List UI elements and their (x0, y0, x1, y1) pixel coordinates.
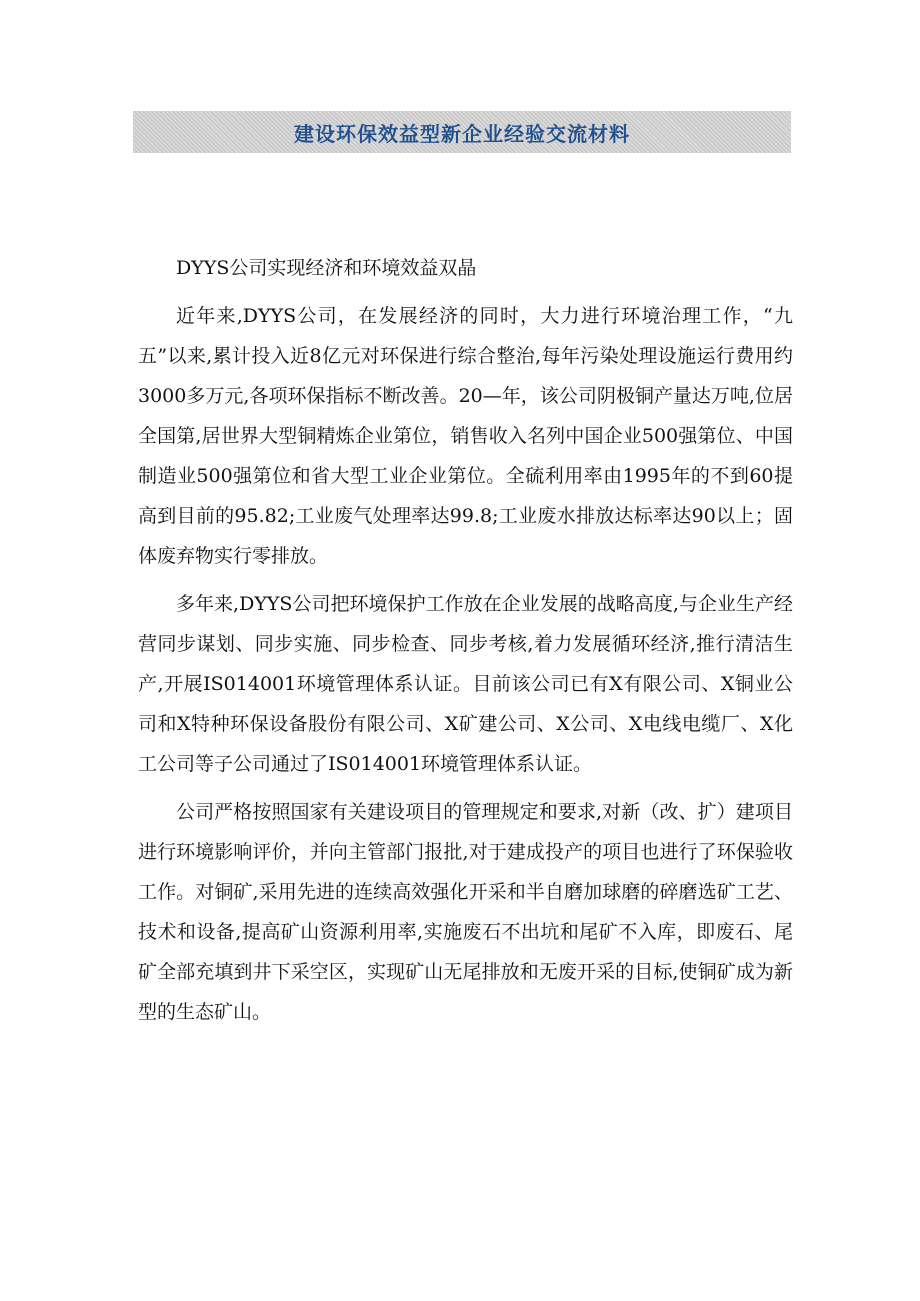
paragraph: 多年来,DYYS公司把环境保护工作放在企业发展的战略高度,与企业生产经营同步谋划、同步实施、同步检查、同步考核,着力发展循环经济,推行清洁生产,开展IS014001环境管理体系认证。目前该公司已有X有限公司、X铜业公司和X特种环保设备股份有限公司、X矿建公司、X公司、X电线电缆厂、X化工公司等子公司通过了IS014001环境管理体系认证。 (138, 593, 793, 775)
document-body (138, 248, 793, 1032)
paragraph: 公司严格按照国家有关建设项目的管理规定和要求,对新（改、扩）建项目进行环境影响评价，并向主管部门报批,对于建成投产的项目也进行了环保验收工作。对铜矿,采用先进的连续高效强化开采和半自磨加球磨的碎磨选矿工艺、技术和设备,提高矿山资源利用率,实施废石不出坑和尾矿不入库，即废石、尾矿全部充填到井下采空区，实现矿山无尾排放和无废开采的目标,使铜矿成为新型的生态矿山。 (138, 801, 793, 1023)
title-banner (133, 111, 791, 153)
document-title: 建设环保效益型新企业经验交流材料 (294, 121, 630, 146)
paragraph-subheading: DYYS公司实现经济和环境效益双晶 (176, 257, 477, 279)
paragraph: 近年来,DYYS公司，在发展经济的同时，大力进行环境治理工作，“九五”以来,累计投入近8亿元对环保进行综合整治,每年污染处理设施运行费用约3000多万元,各项环保指标不断改善。20—年，该公司阴极铜产量达万吨,位居全国第,居世界大型铜精炼企业第位，销售收入名列中国企业500强第位、中国制造业500强第位和省大型工业企业第位。全硫利用率由1995年的不到60提高到目前的95.82;工业废气处理率达99.8;工业废水排放达标率达90以上；固体废弃物实行零排放。 (138, 305, 793, 567)
